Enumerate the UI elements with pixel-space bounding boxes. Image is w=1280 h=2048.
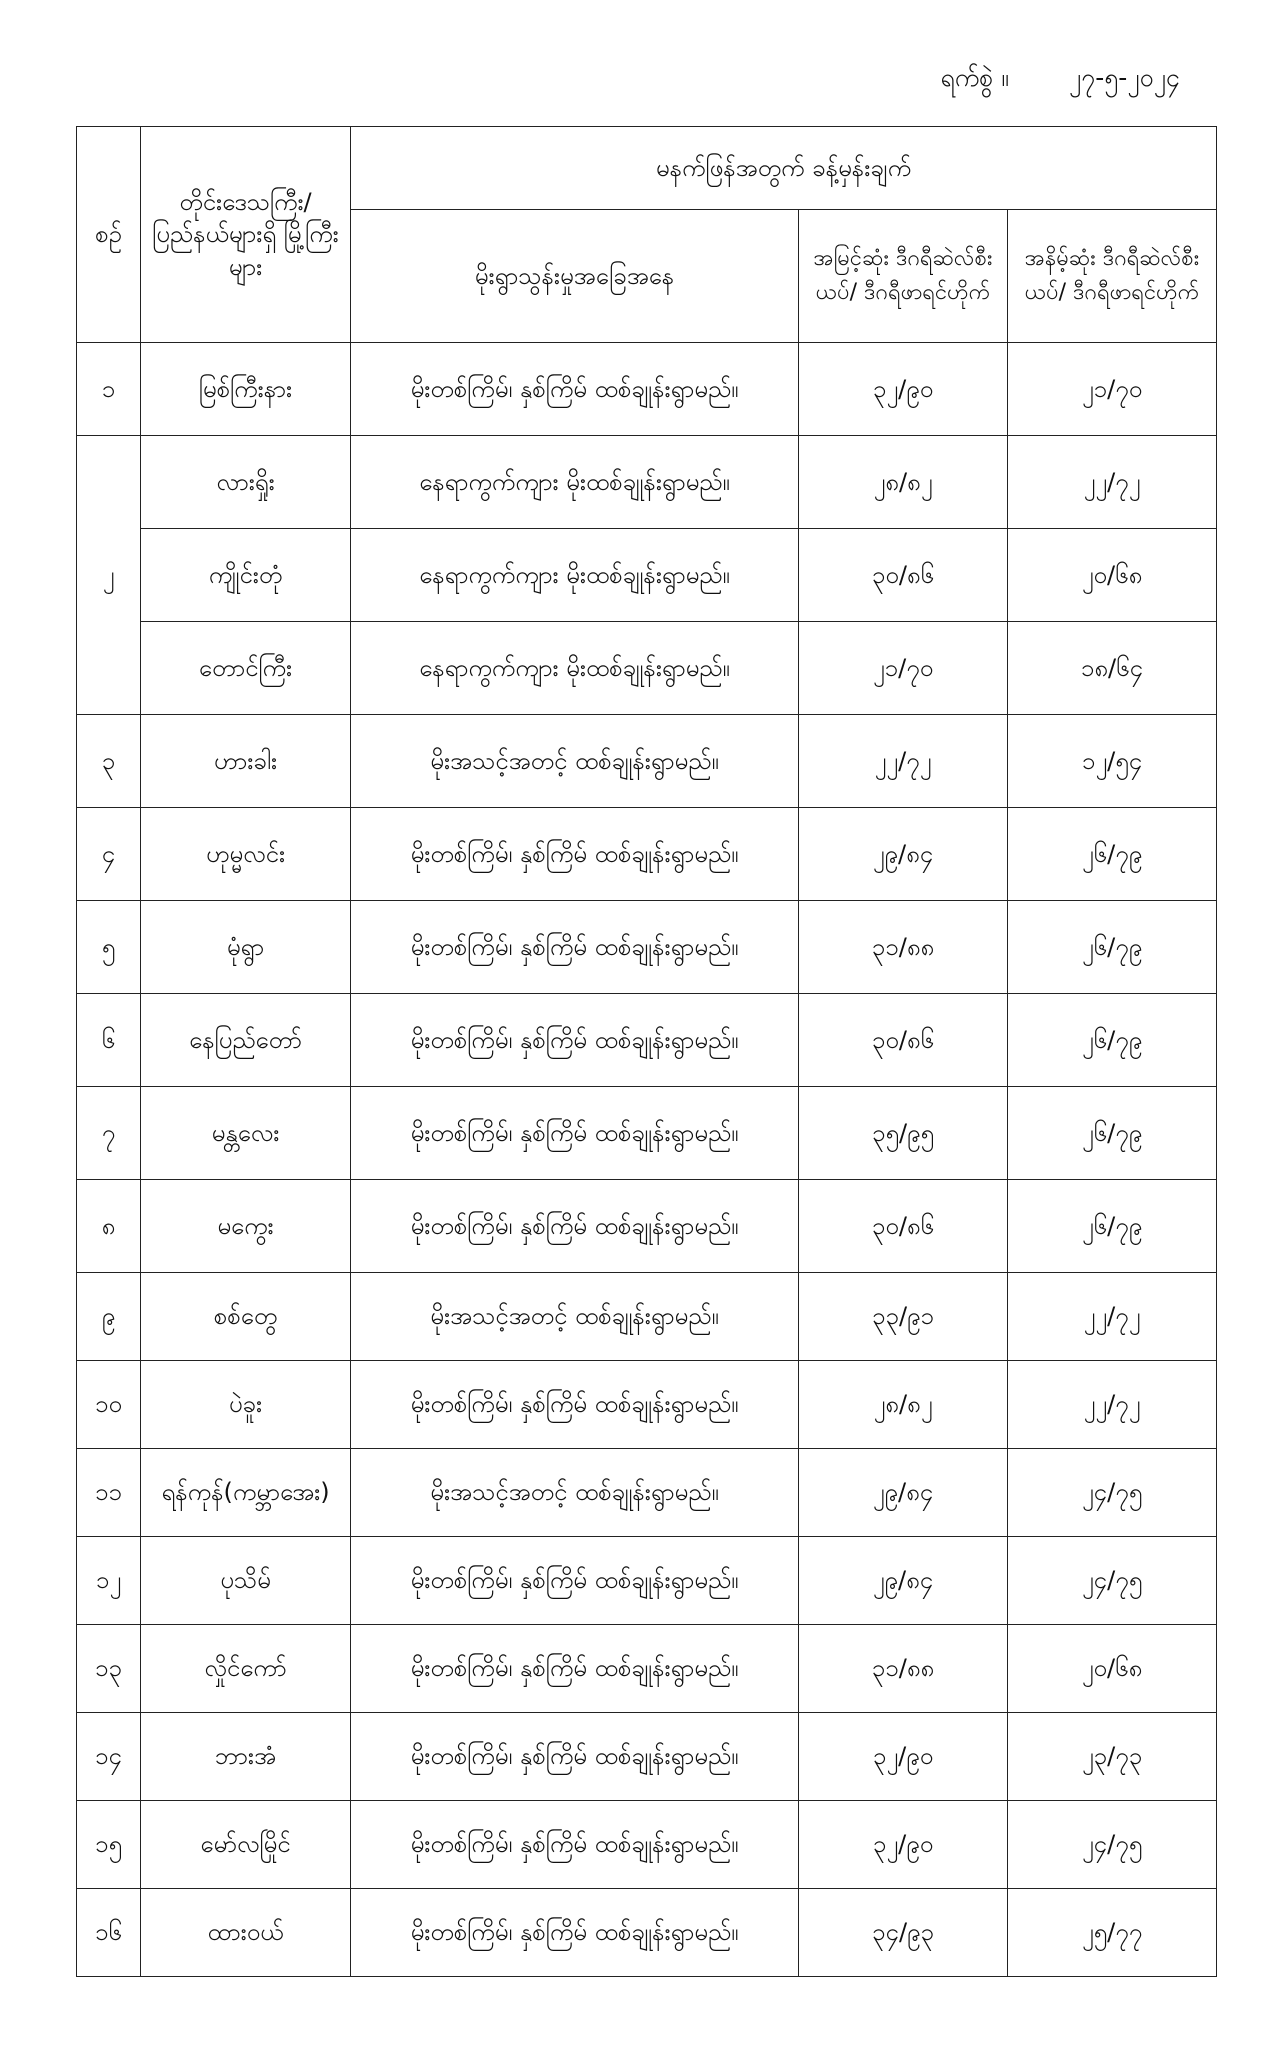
city-cell: မုံရွာ bbox=[141, 901, 351, 994]
table-row bbox=[77, 436, 1217, 529]
condition-cell: မိုးအသင့်အတင့် ထစ်ချုန်းရွာမည်။ bbox=[351, 715, 799, 808]
city-cell: မကွေး bbox=[141, 1180, 351, 1273]
table-row bbox=[77, 1625, 1217, 1713]
max-temp-cell: ၃၃/၉၁ bbox=[799, 1273, 1008, 1361]
city-cell: ပဲခူး bbox=[141, 1361, 351, 1449]
condition-cell: မိုးတစ်ကြိမ်၊ နှစ်ကြိမ် ထစ်ချုန်းရွာမည်။ bbox=[351, 994, 799, 1087]
serial-number-cell: ၁၀ bbox=[77, 1361, 141, 1449]
serial-number-cell: ၁၃ bbox=[77, 1625, 141, 1713]
city-cell: လားရှိုး bbox=[141, 436, 351, 529]
condition-cell: မိုးတစ်ကြိမ်၊ နှစ်ကြိမ် ထစ်ချုန်းရွာမည်။ bbox=[351, 1180, 799, 1273]
table-row bbox=[77, 1087, 1217, 1180]
condition-cell: မိုးတစ်ကြိမ်၊ နှစ်ကြိမ် ထစ်ချုန်းရွာမည်။ bbox=[351, 808, 799, 901]
table-row bbox=[77, 901, 1217, 994]
table-row bbox=[77, 1713, 1217, 1801]
serial-number-cell: ၈ bbox=[77, 1180, 141, 1273]
condition-cell: မိုးတစ်ကြိမ်၊ နှစ်ကြိမ် ထစ်ချုန်းရွာမည်။ bbox=[351, 1361, 799, 1449]
city-cell: ကျိုင်းတုံ bbox=[141, 529, 351, 622]
header-row-top bbox=[77, 127, 1217, 210]
header-min-temp: အနိမ့်ဆုံး ဒီဂရီဆဲလ်စီးယပ်/ ဒီဂရီဖာရင်ဟိုက် bbox=[1008, 210, 1217, 343]
serial-number-cell: ၃ bbox=[77, 715, 141, 808]
city-cell: ဟားခါး bbox=[141, 715, 351, 808]
min-temp-cell: ၂၂/၇၂ bbox=[1008, 1273, 1217, 1361]
min-temp-cell: ၂၅/၇၇ bbox=[1008, 1889, 1217, 1977]
date-label: ရက်စွဲ ။ bbox=[940, 63, 1009, 92]
table-row bbox=[77, 343, 1217, 436]
condition-cell: မိုးတစ်ကြိမ်၊ နှစ်ကြိမ် ထစ်ချုန်းရွာမည်။ bbox=[351, 1713, 799, 1801]
max-temp-cell: ၃၀/၈၆ bbox=[799, 529, 1008, 622]
min-temp-cell: ၂၀/၆၈ bbox=[1008, 1625, 1217, 1713]
min-temp-cell: ၂၃/၇၃ bbox=[1008, 1713, 1217, 1801]
table-row bbox=[77, 1889, 1217, 1977]
city-cell: စစ်တွေ bbox=[141, 1273, 351, 1361]
max-temp-cell: ၃၂/၉၀ bbox=[799, 343, 1008, 436]
table-row bbox=[77, 808, 1217, 901]
table-row bbox=[77, 529, 1217, 622]
city-cell: မန္တလေး bbox=[141, 1087, 351, 1180]
condition-cell: မိုးတစ်ကြိမ်၊ နှစ်ကြိမ် ထစ်ချုန်းရွာမည်။ bbox=[351, 901, 799, 994]
condition-cell: နေရာကွက်ကျား မိုးထစ်ချုန်းရွာမည်။ bbox=[351, 529, 799, 622]
max-temp-cell: ၂၉/၈၄ bbox=[799, 1449, 1008, 1537]
min-temp-cell: ၂၆/၇၉ bbox=[1008, 994, 1217, 1087]
forecast-body bbox=[77, 343, 1217, 1977]
max-temp-cell: ၃၅/၉၅ bbox=[799, 1087, 1008, 1180]
table-row bbox=[77, 1273, 1217, 1361]
city-cell: ဘားအံ bbox=[141, 1713, 351, 1801]
table-row bbox=[77, 1801, 1217, 1889]
city-cell: ဟုမ္မလင်း bbox=[141, 808, 351, 901]
city-cell: မော်လမြိုင် bbox=[141, 1801, 351, 1889]
serial-number-cell: ၆ bbox=[77, 994, 141, 1087]
table-row bbox=[77, 994, 1217, 1087]
max-temp-cell: ၂၈/၈၂ bbox=[799, 1361, 1008, 1449]
condition-cell: မိုးတစ်ကြိမ်၊ နှစ်ကြိမ် ထစ်ချုန်းရွာမည်။ bbox=[351, 1889, 799, 1977]
max-temp-cell: ၃၄/၉၃ bbox=[799, 1889, 1008, 1977]
serial-number-cell: ၅ bbox=[77, 901, 141, 994]
min-temp-cell: ၁၈/၆၄ bbox=[1008, 622, 1217, 715]
min-temp-cell: ၂၂/၇၂ bbox=[1008, 436, 1217, 529]
condition-cell: မိုးတစ်ကြိမ်၊ နှစ်ကြိမ် ထစ်ချုန်းရွာမည်။ bbox=[351, 343, 799, 436]
header-max-temp: အမြင့်ဆုံး ဒီဂရီဆဲလ်စီးယပ်/ ဒီဂရီဖာရင်ဟိုက် bbox=[799, 210, 1008, 343]
serial-number-cell: ၁၁ bbox=[77, 1449, 141, 1537]
min-temp-cell: ၂၄/၇၅ bbox=[1008, 1449, 1217, 1537]
condition-cell: မိုးအသင့်အတင့် ထစ်ချုန်းရွာမည်။ bbox=[351, 1449, 799, 1537]
date-line bbox=[940, 62, 1180, 99]
condition-cell: နေရာကွက်ကျား မိုးထစ်ချုန်းရွာမည်။ bbox=[351, 622, 799, 715]
condition-cell: မိုးအသင့်အတင့် ထစ်ချုန်းရွာမည်။ bbox=[351, 1273, 799, 1361]
min-temp-cell: ၂၆/၇၉ bbox=[1008, 1180, 1217, 1273]
condition-cell: မိုးတစ်ကြိမ်၊ နှစ်ကြိမ် ထစ်ချုန်းရွာမည်။ bbox=[351, 1087, 799, 1180]
city-cell: နေပြည်တော် bbox=[141, 994, 351, 1087]
max-temp-cell: ၃၂/၉၀ bbox=[799, 1801, 1008, 1889]
max-temp-cell: ၂၉/၈၄ bbox=[799, 1537, 1008, 1625]
min-temp-cell: ၂၂/၇၂ bbox=[1008, 1361, 1217, 1449]
min-temp-cell: ၂၆/၇၉ bbox=[1008, 808, 1217, 901]
min-temp-cell: ၂၀/၆၈ bbox=[1008, 529, 1217, 622]
table-row bbox=[77, 1180, 1217, 1273]
max-temp-cell: ၂၁/၇၀ bbox=[799, 622, 1008, 715]
forecast-table bbox=[76, 126, 1217, 1977]
city-cell: တောင်ကြီး bbox=[141, 622, 351, 715]
max-temp-cell: ၃၂/၉၀ bbox=[799, 1713, 1008, 1801]
city-cell: လှိုင်ကော် bbox=[141, 1625, 351, 1713]
header-serial: စဉ် bbox=[77, 127, 141, 343]
header-city: တိုင်းဒေသကြီး/ ပြည်နယ်များရှိ မြို့ကြီးများ bbox=[141, 127, 351, 343]
table-row bbox=[77, 1537, 1217, 1625]
max-temp-cell: ၃၀/၈၆ bbox=[799, 1180, 1008, 1273]
city-cell: မြစ်ကြီးနား bbox=[141, 343, 351, 436]
min-temp-cell: ၂၄/၇၅ bbox=[1008, 1537, 1217, 1625]
serial-number-cell: ၇ bbox=[77, 1087, 141, 1180]
city-cell: ထားဝယ် bbox=[141, 1889, 351, 1977]
max-temp-cell: ၃၀/၈၆ bbox=[799, 994, 1008, 1087]
date-value: ၂၇-၅-၂၀၂၄ bbox=[1068, 63, 1180, 92]
city-cell: ပုသိမ် bbox=[141, 1537, 351, 1625]
serial-number-cell: ၁၄ bbox=[77, 1713, 141, 1801]
serial-number-cell: ၁၆ bbox=[77, 1889, 141, 1977]
table-row bbox=[77, 715, 1217, 808]
serial-number-cell: ၁၅ bbox=[77, 1801, 141, 1889]
serial-number-cell: ၄ bbox=[77, 808, 141, 901]
max-temp-cell: ၂၂/၇၂ bbox=[799, 715, 1008, 808]
table-row bbox=[77, 622, 1217, 715]
max-temp-cell: ၃၁/၈၈ bbox=[799, 901, 1008, 994]
condition-cell: မိုးတစ်ကြိမ်၊ နှစ်ကြိမ် ထစ်ချုန်းရွာမည်။ bbox=[351, 1537, 799, 1625]
serial-number-cell: ၁ bbox=[77, 343, 141, 436]
min-temp-cell: ၂၆/၇၉ bbox=[1008, 901, 1217, 994]
city-cell: ရန်ကုန်(ကမ္ဘာအေး) bbox=[141, 1449, 351, 1537]
min-temp-cell: ၂၆/၇၉ bbox=[1008, 1087, 1217, 1180]
serial-number-cell: ၉ bbox=[77, 1273, 141, 1361]
header-forecast-group: မနက်ဖြန်အတွက် ခန့်မှန်းချက် bbox=[351, 127, 1217, 210]
max-temp-cell: ၂၈/၈၂ bbox=[799, 436, 1008, 529]
serial-number-cell: ၁၂ bbox=[77, 1537, 141, 1625]
condition-cell: နေရာကွက်ကျား မိုးထစ်ချုန်းရွာမည်။ bbox=[351, 436, 799, 529]
condition-cell: မိုးတစ်ကြိမ်၊ နှစ်ကြိမ် ထစ်ချုန်းရွာမည်။ bbox=[351, 1625, 799, 1713]
table-row bbox=[77, 1361, 1217, 1449]
max-temp-cell: ၂၉/၈၄ bbox=[799, 808, 1008, 901]
min-temp-cell: ၁၂/၅၄ bbox=[1008, 715, 1217, 808]
min-temp-cell: ၂၄/၇၅ bbox=[1008, 1801, 1217, 1889]
serial-number-cell: ၂ bbox=[77, 436, 141, 715]
max-temp-cell: ၃၁/၈၈ bbox=[799, 1625, 1008, 1713]
header-condition: မိုးရွာသွန်းမှုအခြေအနေ bbox=[351, 210, 799, 343]
table-row bbox=[77, 1449, 1217, 1537]
condition-cell: မိုးတစ်ကြိမ်၊ နှစ်ကြိမ် ထစ်ချုန်းရွာမည်။ bbox=[351, 1801, 799, 1889]
min-temp-cell: ၂၁/၇၀ bbox=[1008, 343, 1217, 436]
